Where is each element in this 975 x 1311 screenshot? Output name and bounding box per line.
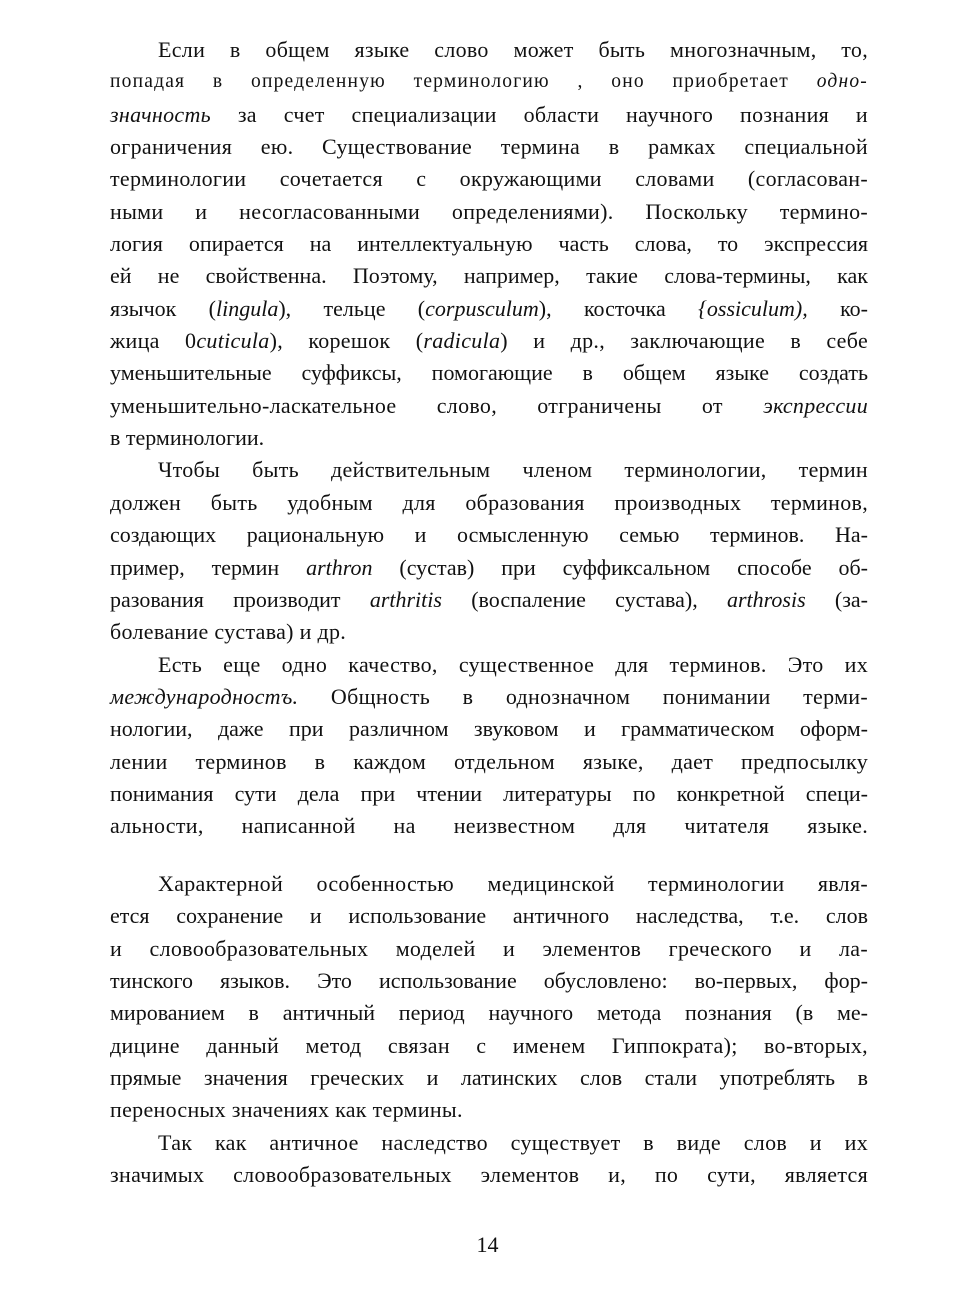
text-line: понимания сути дела при чтении литературы по конкретной специ- [110,780,868,806]
text-line: нологии, даже при различном звуковом и грамматическом оформ- [110,716,868,742]
text-line: Есть еще одно качество, существенное для терминов. Это их [158,651,868,677]
text-block-top [110,34,868,843]
text-line: мированием в античный период научного метода познания (в ме- [110,1000,868,1026]
text-line: альности, написанной на неизвестном для читателя языке. [110,813,868,839]
text-line: уменьшительные суффиксы, помогающие в общем языке создать [110,360,868,386]
text-line: болевание сустава) и др. [110,619,347,645]
text-line: создающих рациональную и осмысленную семью терминов. На- [110,522,868,548]
text-line: прямые значения греческих и латинских слов стали употреблять в [110,1065,868,1091]
text-line: лении терминов в каждом отдельном языке, дает предпосылку [110,748,868,774]
text-line: попадая в определенную терминологию , оно приобретает одно- [110,71,868,93]
text-line: Если в общем языке слово может быть многозначным, то, [158,37,868,62]
text-line: ей не свойственна. Поэтому, например, такие слова-термины, как [110,263,868,289]
text-line: разования производит arthritis (воспаление сустава), arthrosis (за- [110,586,869,612]
text-line: Чтобы быть действительным членом терминологии, термин [158,457,868,483]
text-line: Характерной особенностью медицинской терминологии явля- [158,871,868,896]
text-line: пример, термин arthron (сустав) при суффиксальном способе об- [110,554,869,580]
text-line: в терминологии. [110,425,265,451]
text-line: должен быть удобным для образования производных терминов, [110,489,868,515]
text-line: Так как античное наследство существует в виде слов и их [158,1129,868,1155]
text-line: ется сохранение и использование античного наследства, т.е. слов [110,903,868,929]
text-line: уменьшительно-ласкательное слово, отграничены от экспрессии [110,392,868,418]
text-line: тинского языков. Это использование обусловлено: во-первых, фор- [110,968,868,994]
text-line: переносных значениях как термины. [110,1097,463,1123]
page-number: 14 [476,1232,499,1257]
text-line: язычок (lingula), тельце (corpusculum), косточка {ossiculum), ко- [110,295,868,321]
text-line: логия опирается на интеллектуальную часть слова, то экспрессия [110,231,868,257]
text-line: международностъ. Общность в однозначном понимании терми- [110,683,868,709]
text-line: значность за счет специализации области научного познания и [110,101,868,127]
text-line: жица 0cuticula), корешок (radicula) и др., заключающие в себе [110,328,869,354]
text-line: значимых словообразовательных элементов и, по сути, является [110,1162,868,1188]
text-line: ными и несогласованными определениями). Поскольку термино- [110,198,868,224]
text-line: терминологии сочетается с окружающими словами (согласован- [110,166,868,192]
text-line: ограничения ею. Существование термина в рамках специальной [110,134,868,160]
text-line: дицине данный метод связан с именем Гиппократа); во-вторых, [110,1032,868,1058]
text-block-bottom [110,868,868,1191]
text-line: и словообразовательных моделей и элементов греческого и ла- [110,935,868,961]
